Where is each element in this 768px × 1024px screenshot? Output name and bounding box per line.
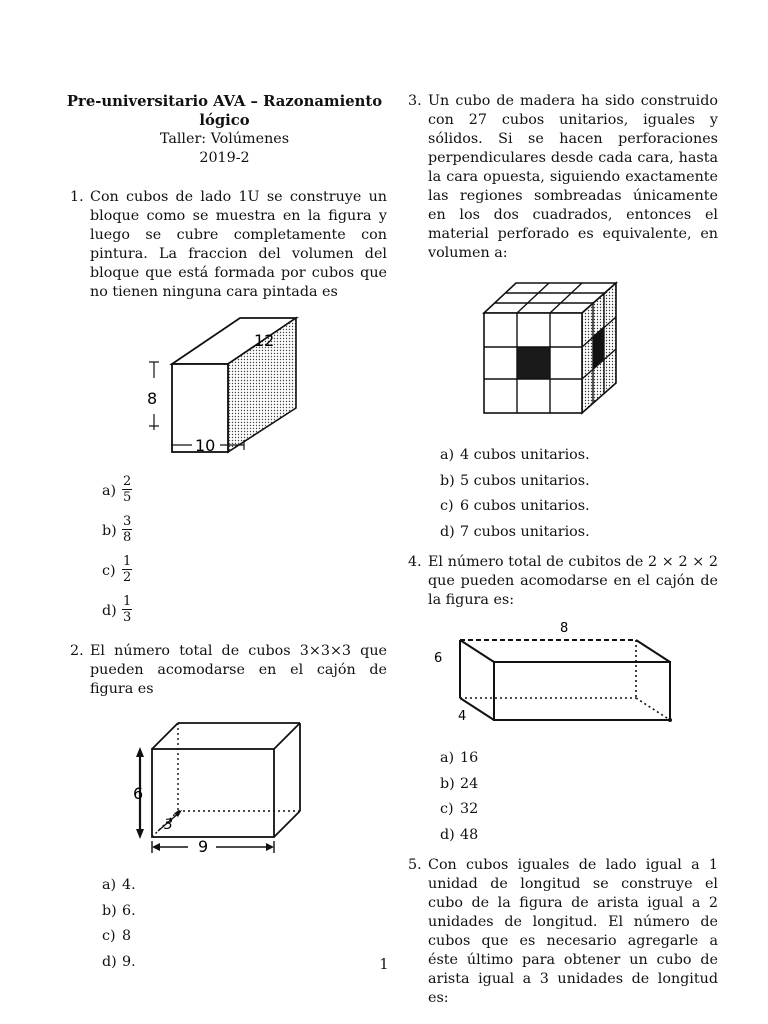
label-3: 3 bbox=[164, 817, 173, 833]
fraction: $\frac{3}{8}$ bbox=[123, 514, 132, 545]
options-q1 bbox=[62, 474, 387, 634]
document-subtitle: Taller: Volúmenes bbox=[159, 131, 290, 147]
question-number: 1. bbox=[70, 189, 84, 205]
question-4 bbox=[400, 553, 718, 610]
right-column bbox=[400, 92, 718, 1008]
question-text: Un cubo de madera ha sido construido con 27 cubos unitarios, iguales y sólidos. Si se hacen perforaciones perpendiculares desde cada cara, hasta la cara opuesta, siguiendo exactamente las regiones sombreadas únicamente en los dos cuadrados, entonces el material perforado es equivalente, en volumen a: bbox=[428, 93, 718, 261]
label-10: 10 bbox=[195, 436, 216, 455]
label-12: 12 bbox=[254, 331, 275, 350]
options-q3 bbox=[400, 443, 718, 545]
option-a[interactable]: a) 16 bbox=[440, 750, 479, 766]
figure-27-cube bbox=[482, 279, 622, 419]
question-number: 4. bbox=[408, 554, 422, 570]
question-text: El número total de cubos 3×3×3 que pueden acomodarse en el cajón de figura es bbox=[90, 643, 387, 697]
document-date: 2019-2 bbox=[199, 150, 250, 166]
option-c[interactable]: c) 6 cubos unitarios. bbox=[440, 498, 590, 514]
label-8: 8 bbox=[147, 389, 158, 408]
option-b[interactable]: b) 6. bbox=[102, 902, 136, 919]
question-3 bbox=[400, 92, 718, 263]
option-c[interactable]: c) 8 bbox=[102, 928, 132, 944]
figure-box-8x6x4 bbox=[428, 618, 708, 728]
figure-painted-block bbox=[144, 316, 344, 466]
question-text: El número total de cubitos de 2 × 2 × 2 que pueden acomodarse en el cajón de la figura es: bbox=[428, 554, 718, 608]
label-4: 4 bbox=[458, 709, 467, 724]
option-b[interactable]: b) 5 cubos unitarios. bbox=[440, 472, 590, 489]
option-c[interactable]: c) 32 bbox=[440, 801, 479, 817]
option-b[interactable]: b) $\frac{3}{8}$ bbox=[102, 514, 132, 545]
question-number: 5. bbox=[408, 857, 422, 873]
figure-box-6x3x9 bbox=[133, 713, 306, 858]
option-d[interactable]: d) 9. bbox=[102, 953, 136, 970]
question-1 bbox=[62, 188, 387, 302]
page-number: 1 bbox=[379, 957, 389, 973]
question-2 bbox=[62, 642, 387, 699]
label-6: 6 bbox=[434, 651, 443, 666]
left-column bbox=[62, 92, 387, 975]
option-b[interactable]: b) 24 bbox=[440, 775, 479, 792]
label-6: 6 bbox=[133, 784, 144, 803]
question-number: 3. bbox=[408, 93, 422, 109]
option-c[interactable]: c) $\frac{1}{2}$ bbox=[102, 554, 132, 585]
fraction: $\frac{1}{3}$ bbox=[123, 594, 132, 625]
option-d[interactable]: d) 48 bbox=[440, 826, 479, 843]
question-text: Con cubos de lado 1U se construye un bloque como se muestra en la figura y luego se cubre completamente con pintura. La fraccion del volumen del bloque que está formada por cubos que no tienen ninguna cara pintada es bbox=[90, 189, 387, 300]
document-title: Pre-universitario AVA – Razonamiento lógico bbox=[66, 93, 383, 129]
fraction: $\frac{2}{5}$ bbox=[123, 474, 132, 505]
options-q4 bbox=[400, 746, 718, 848]
label-9: 9 bbox=[198, 837, 209, 856]
question-5 bbox=[400, 856, 718, 1008]
option-a[interactable]: a) 4 cubos unitarios. bbox=[440, 447, 590, 463]
option-a[interactable]: a) 4. bbox=[102, 877, 136, 893]
document-header bbox=[62, 92, 387, 168]
fraction: $\frac{1}{2}$ bbox=[123, 554, 132, 585]
option-d[interactable]: d) 7 cubos unitarios. bbox=[440, 523, 590, 540]
label-8: 8 bbox=[560, 621, 569, 636]
question-number: 2. bbox=[70, 643, 84, 659]
question-text: Con cubos iguales de lado igual a 1 unidad de longitud se construye el cubo de la figura de arista igual a 2 unidades de longitud. El número de cubos que es necesario agregarle a éste último para obtener un cubo de arista igual a 3 unidades de longitud es: bbox=[428, 857, 718, 1006]
option-a[interactable]: a) $\frac{2}{5}$ bbox=[102, 474, 132, 505]
option-d[interactable]: d) $\frac{1}{3}$ bbox=[102, 594, 132, 625]
